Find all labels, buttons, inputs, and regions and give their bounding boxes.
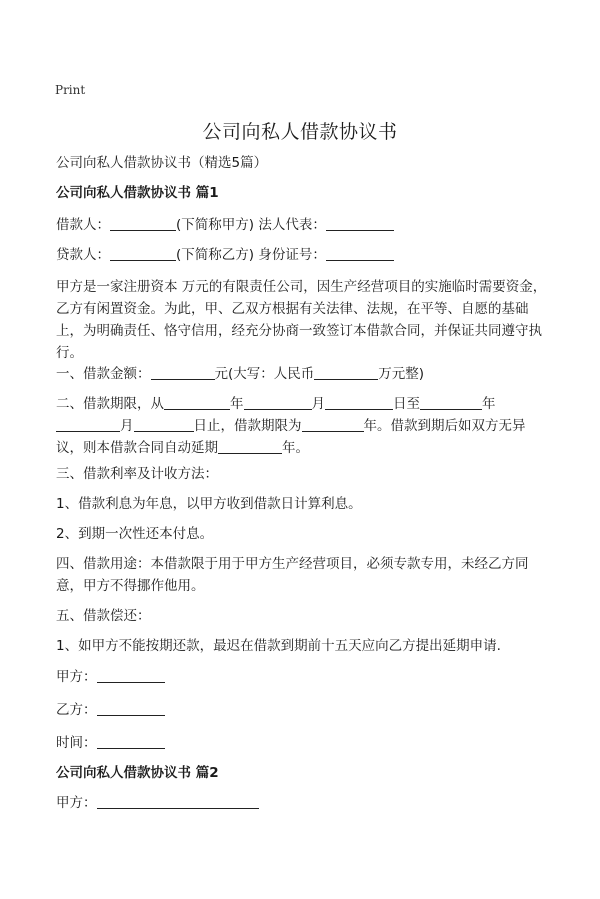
extension-blank xyxy=(218,439,282,454)
clause-2-line-1 xyxy=(56,393,496,415)
clause-3-2: 2、到期一次性还本付息。 xyxy=(56,526,214,542)
document-subtitle: 公司向私人借款协议书（精选5篇） xyxy=(56,155,268,171)
clause-4: 四、借款用途：本借款限于用于甲方生产经营项目，必须专款专用，未经乙方同意，甲方不得挪作他用。 xyxy=(56,556,529,594)
extension-text: 议，则本借款合同自动延期 xyxy=(56,440,218,456)
clause-2-label: 二、借款期限，从 xyxy=(56,396,164,412)
party-b-line xyxy=(56,699,165,721)
term-tail: 年。借款到期后如双方无异 xyxy=(363,418,526,434)
start-month-unit: 月 xyxy=(311,396,325,412)
time-blank xyxy=(97,734,165,749)
end-month-blank xyxy=(56,417,120,432)
clause-3-1: 1、借款利息为年息，以甲方收到借款日计算利息。 xyxy=(56,496,362,512)
section-2-party-a-line xyxy=(56,792,259,814)
start-day-blank xyxy=(325,395,393,410)
borrower-note: (下简称甲方) 法人代表： xyxy=(176,217,326,233)
lender-line xyxy=(56,244,394,266)
intro-paragraph: 甲方是一家注册资本 万元的有限责任公司，因生产经营项目的实施临时需要资金，乙方有闲置资金。为此，甲、乙双方根据有关法律、法规，在平等、自愿的基础上，为明确责任、恪守信用，经充分协商一致签订本借款合同，并保证共同遵守执行。 xyxy=(56,279,547,361)
end-year-unit: 年 xyxy=(482,396,496,412)
clause-5-1: 1、如甲方不能按期还款，最迟在借款到期前十五天应向乙方提出延期申请. xyxy=(56,638,501,654)
end-month-unit: 月 xyxy=(120,418,134,434)
section-2-party-a-label: 甲方： xyxy=(56,795,97,811)
start-month-blank xyxy=(244,395,312,410)
end-year-blank xyxy=(420,395,482,410)
clause-2-line-3 xyxy=(56,437,309,459)
clause-1-unit: 万元整) xyxy=(378,366,425,382)
clause-1-label: 一、借款金额： xyxy=(56,366,151,382)
end-day-unit: 日止，借款期限为 xyxy=(193,418,302,434)
party-a-label: 甲方： xyxy=(56,669,97,685)
time-line xyxy=(56,732,165,754)
section-2-party-a-blank xyxy=(97,794,259,809)
section-heading-1: 公司向私人借款协议书 篇1 xyxy=(56,185,219,201)
lender-label: 贷款人： xyxy=(56,247,110,263)
clause-2-line-2 xyxy=(56,415,526,437)
party-b-label: 乙方： xyxy=(56,702,97,718)
lender-blank xyxy=(110,246,176,261)
party-a-line xyxy=(56,666,165,688)
time-label: 时间： xyxy=(56,735,97,751)
clause-5: 五、借款偿还： xyxy=(56,608,151,624)
start-year-unit: 年 xyxy=(230,396,244,412)
end-day-blank xyxy=(134,417,194,432)
amount-blank xyxy=(151,365,215,380)
start-day-unit: 日至 xyxy=(393,396,420,412)
print-link[interactable]: Print xyxy=(55,83,86,97)
borrower-line xyxy=(56,214,394,236)
document-title: 公司向私人借款协议书 xyxy=(202,121,398,143)
borrower-label: 借款人： xyxy=(56,217,110,233)
party-b-blank xyxy=(97,701,165,716)
clause-1-amount xyxy=(56,363,424,385)
extension-unit: 年。 xyxy=(282,440,309,456)
legal-rep-blank xyxy=(326,216,394,231)
amount-capital-blank xyxy=(314,365,378,380)
section-heading-2: 公司向私人借款协议书 篇2 xyxy=(56,765,219,781)
borrower-blank xyxy=(110,216,176,231)
party-a-blank xyxy=(97,668,165,683)
term-blank xyxy=(302,417,364,432)
clause-3: 三、借款利率及计收方法： xyxy=(56,466,218,482)
clause-1-capital: 元(大写：人民币 xyxy=(214,366,315,382)
id-number-blank xyxy=(326,246,394,261)
lender-note: (下简称乙方) 身份证号： xyxy=(176,247,326,263)
start-year-blank xyxy=(164,395,230,410)
